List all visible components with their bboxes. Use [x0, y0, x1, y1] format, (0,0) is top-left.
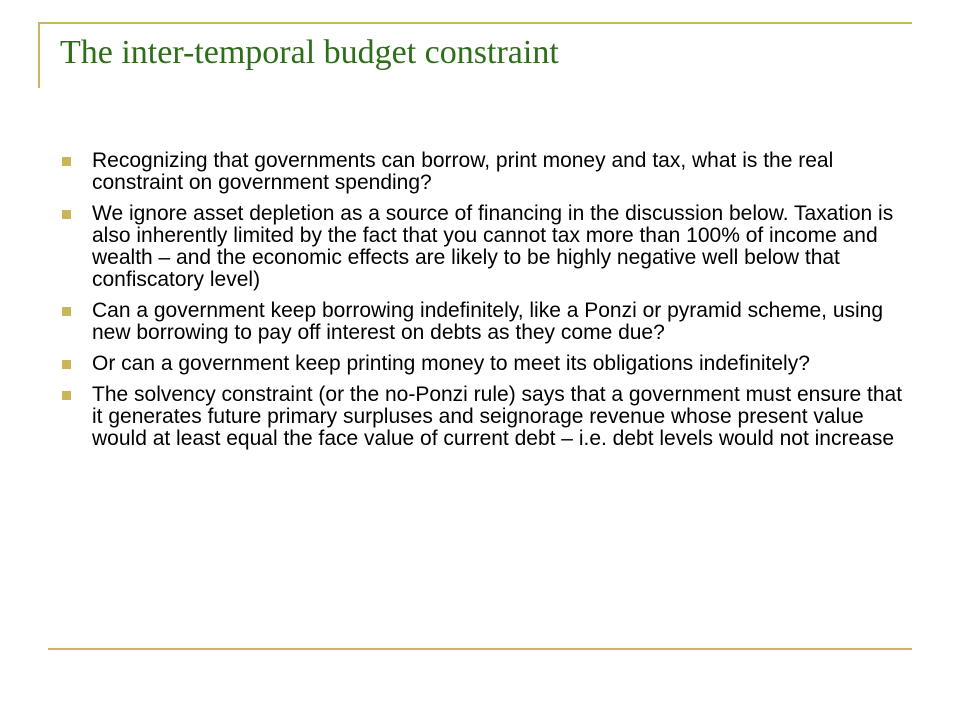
bullet-item: [62, 384, 917, 450]
bullet-text: Or can a government keep printing money to meet its obligations indefinitely?: [92, 352, 810, 375]
square-bullet-icon: [62, 391, 71, 400]
bottom-divider-line: [48, 648, 912, 650]
bullet-text: Can a government keep borrowing indefinitely, like a Ponzi or pyramid scheme, using new borrowing to pay off interest on debts as they come due?: [92, 299, 884, 344]
bullet-item: [62, 300, 917, 344]
bullet-text: Recognizing that governments can borrow, print money and tax, what is the real constraint on government spending?: [92, 149, 834, 194]
square-bullet-icon: [62, 210, 71, 219]
bullet-text: We ignore asset depletion as a source of financing in the discussion below. Taxation is also inherently limited by the fact that you cannot tax more than 100% of income and wealth – and the economic effects are likely to be highly negative well below that confiscatory level): [92, 202, 894, 291]
bullet-text: The solvency constraint (or the no-Ponzi rule) says that a government must ensure that it generates future primary surpluses and seignorage revenue whose present value would at least equal the face value of current debt – i.e. debt levels would not increase: [92, 383, 903, 450]
slide-title: The inter-temporal budget constraint: [60, 34, 559, 71]
bullet-item: [62, 353, 917, 375]
bullet-item: [62, 150, 917, 194]
left-accent-line: [38, 22, 40, 88]
bullet-item: [62, 203, 917, 291]
bullet-list: [62, 150, 917, 459]
square-bullet-icon: [62, 157, 71, 166]
square-bullet-icon: [62, 307, 71, 316]
square-bullet-icon: [62, 360, 71, 369]
top-divider-line: [38, 22, 912, 24]
